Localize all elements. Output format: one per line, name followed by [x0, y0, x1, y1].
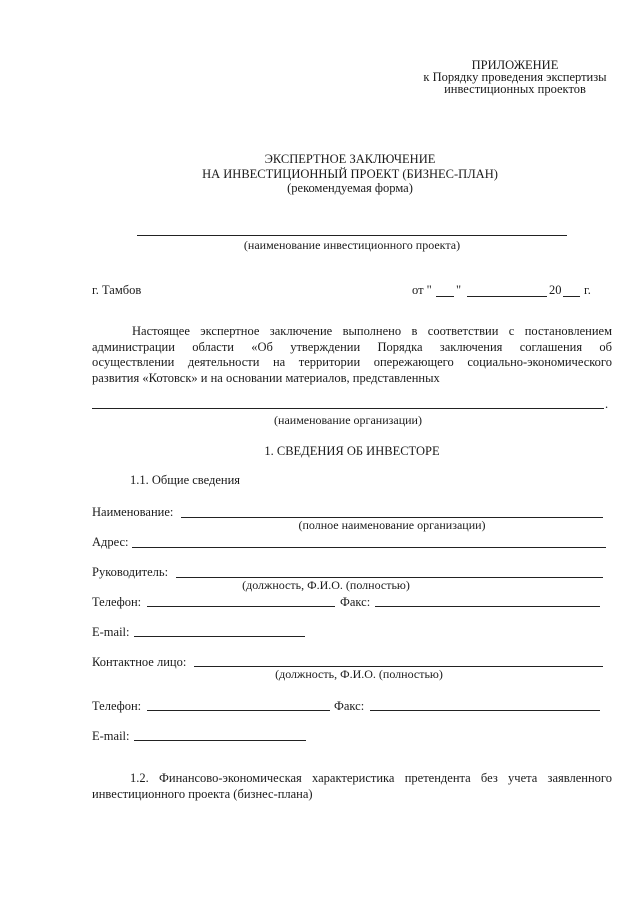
email-field[interactable]	[134, 636, 305, 637]
fax-2-field[interactable]	[370, 710, 600, 711]
heading-line-3: (рекомендуемая форма)	[287, 181, 413, 195]
contact-caption: (должность, Ф.И.О. (полностью)	[275, 667, 443, 681]
date-suffix: г.	[584, 283, 591, 297]
date-day-field[interactable]	[436, 296, 454, 297]
organization-field[interactable]	[92, 408, 604, 409]
date-year-field[interactable]	[563, 296, 580, 297]
project-name-field[interactable]	[137, 235, 567, 236]
name-caption: (полное наименование организации)	[298, 518, 486, 532]
address-field[interactable]	[132, 547, 606, 548]
heading-line-1: ЭКСПЕРТНОЕ ЗАКЛЮЧЕНИЕ	[264, 152, 436, 166]
fax-label: Факс:	[340, 595, 371, 609]
document-heading	[150, 152, 550, 196]
intro-line-1: Настоящее экспертное заключение выполнено в соответствии с постановлением	[132, 324, 612, 338]
intro-line-2: администрации области «Об утверждении Порядка заключения соглашения об	[92, 339, 612, 354]
phone-field[interactable]	[147, 606, 335, 607]
date-year-prefix: 20	[549, 283, 562, 297]
appendix-title: ПРИЛОЖЕНИЕ	[471, 58, 559, 72]
subsection-1-2-line-1: 1.2. Финансово-экономическая характеристика претендента без учета заявленного	[130, 771, 612, 785]
heading-line-2: НА ИНВЕСТИЦИОННЫЙ ПРОЕКТ (БИЗНЕС-ПЛАН)	[202, 166, 498, 181]
contact-label: Контактное лицо:	[92, 655, 187, 669]
appendix-line-2: инвестиционных проектов	[444, 82, 586, 96]
intro-line-4: развития «Котовск» и на основании материалов, представленных	[92, 370, 440, 385]
date-quote-close: "	[456, 283, 462, 297]
appendix-line-1: к Порядку проведения экспертизы	[423, 70, 607, 84]
email-2-label: E-mail:	[92, 729, 130, 743]
address-label: Адрес:	[92, 535, 129, 549]
head-caption: (должность, Ф.И.О. (полностью)	[242, 578, 410, 592]
subsection-1-1-title: 1.1. Общие сведения	[130, 473, 241, 487]
phone-2-label: Телефон:	[92, 699, 142, 713]
appendix-block	[400, 59, 630, 95]
organization-caption: (наименование организации)	[274, 413, 422, 427]
project-name-caption: (наименование инвестиционного проекта)	[243, 238, 461, 252]
fax-2-label: Факс:	[334, 699, 365, 713]
date-month-field[interactable]	[467, 296, 547, 297]
name-label: Наименование:	[92, 505, 174, 519]
organization-dot: .	[605, 397, 609, 411]
place-label: г. Тамбов	[92, 283, 142, 297]
subsection-1-2-line-2: инвестиционного проекта (бизнес-плана)	[92, 786, 313, 801]
head-label: Руководитель:	[92, 565, 169, 579]
phone-2-field[interactable]	[147, 710, 330, 711]
section-1-title: 1. СВЕДЕНИЯ ОБ ИНВЕСТОРЕ	[264, 444, 440, 458]
subsection-1-2	[92, 771, 612, 802]
phone-label: Телефон:	[92, 595, 142, 609]
intro-paragraph	[92, 324, 612, 386]
email-2-field[interactable]	[134, 740, 306, 741]
date-prefix: от "	[412, 283, 432, 297]
email-label: E-mail:	[92, 625, 130, 639]
fax-field[interactable]	[375, 606, 600, 607]
intro-line-3: осуществлении деятельности на территории опережающего социально-экономического	[92, 355, 612, 369]
